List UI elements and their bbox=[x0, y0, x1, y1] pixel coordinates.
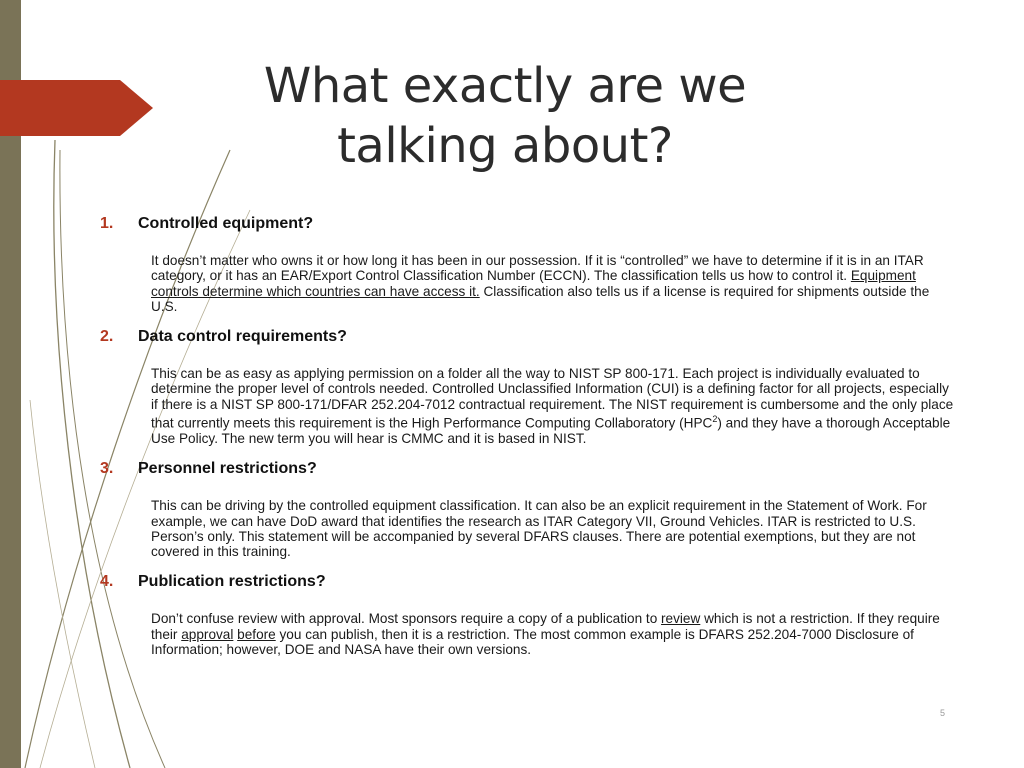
item-heading: Data control requirements? bbox=[138, 328, 347, 346]
list-item bbox=[100, 215, 960, 314]
list-item bbox=[100, 328, 960, 446]
underlined-word: approval bbox=[181, 626, 234, 642]
item-heading: Personnel restrictions? bbox=[138, 460, 317, 478]
list-item bbox=[100, 460, 960, 559]
list-item bbox=[100, 573, 960, 657]
item-heading: Publication restrictions? bbox=[138, 573, 326, 591]
slide-title: What exactly are we talking about? bbox=[263, 58, 747, 174]
item-number: 3. bbox=[100, 460, 114, 478]
item-body: It doesn’t matter who owns it or how long it has been in our possession. If it is “controlled” we have to determine if it is in an ITAR category, or it has an EAR/Export Control Classification Number (ECCN). The classification tells us how to control it. Equipment controls determine which countries can have access it. Classification also tells us if a license is required for shipments outside the U.S. bbox=[151, 253, 930, 314]
underlined-phrase: Equipment controls determine which countries can have access it. bbox=[151, 268, 916, 299]
numbered-list bbox=[100, 215, 960, 671]
item-number: 2. bbox=[100, 328, 114, 346]
item-heading: Controlled equipment? bbox=[138, 215, 314, 232]
item-number: 1. bbox=[100, 215, 114, 232]
item-body: Don’t confuse review with approval. Most sponsors require a copy of a publication to review which is not a restriction. If they require their approval before you can publish, then it is a restriction. The most common example is DFARS 252.204-7000 Disclosure of Information; however, DOE and NASA have their own versions. bbox=[151, 611, 940, 657]
page-number: 5 bbox=[940, 708, 946, 718]
item-number: 4. bbox=[100, 573, 114, 591]
underlined-word: review bbox=[661, 611, 701, 627]
item-body: This can be as easy as applying permission on a folder all the way to NIST SP 800-171. Each project is individually evaluated to determine the proper level of controls needed. Controlled Unclassified Information (CUI) is a defining factor for all projects, especially if there is a NIST SP 800-171/DFAR 252.204-7012 contractual requirement. The NIST requirement is cumbersome and the only place that currently meets this requirement is the High Performance Computing Collaboratory (HPC$^2$) and they have a thorough Acceptable Use Policy. The new term you will hear is CMMC and it is based in NIST. bbox=[151, 366, 954, 446]
item-body: This can be driving by the controlled equipment classification. It can also be an explicit requirement in the Statement of Work. For example, we can have DoD award that identifies the research as ITAR Category VII, Ground Vehicles. ITAR is restricted to U.S. Person’s only. This statement will be accompanied by several DFARS clauses. There are potential exemptions, but they are not covered in this training. bbox=[151, 498, 927, 560]
underlined-word: before bbox=[237, 626, 276, 642]
superscript: 2 bbox=[712, 414, 718, 425]
